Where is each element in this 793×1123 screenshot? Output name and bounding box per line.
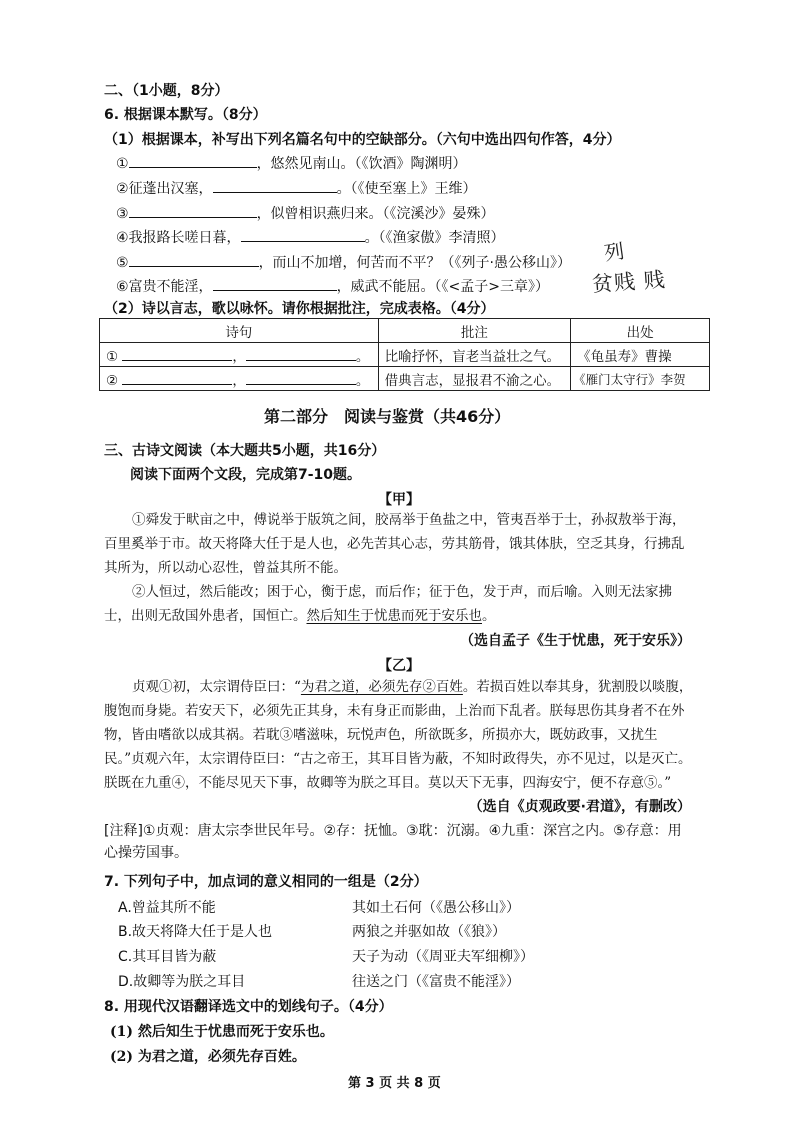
answer-blank[interactable] [129, 153, 257, 168]
answer-blank[interactable] [213, 178, 337, 193]
poem-line-cell: ② ， 。 [100, 367, 379, 391]
underlined-sentence-2: 为君之道，必须先存②百姓 [300, 679, 463, 695]
source-cell: 《龟虽寿》曹操 [571, 343, 710, 367]
q6-part2-title: （2）诗以言志，歌以咏怀。请你根据批注，完成表格。（4分） [104, 301, 495, 317]
passage-jia-p1: ①舜发于畎亩之中，傅说举于版筑之间，胶鬲举于鱼盐之中，管夷吾举于士，孙叔敖举于海，百里奚举于市。故天将降大任于是人也，必先苦其心志，劳其筋骨，饿其体肤，空乏其身，行拂乱其所为，所以动心忍性，曾益其所不能。 [104, 512, 686, 576]
page-footer: 第 3 页 共 8 页 [348, 1076, 441, 1091]
underlined-sentence-1: 然后知生于忧患而死于安乐也 [306, 608, 482, 624]
section3-instruction: 阅读下面两个文段，完成第7-10题。 [130, 467, 362, 483]
handwritten-note-2: 贫贱 贱 [591, 267, 667, 297]
note-cell: 借典言志，显报君不渝之心。 [378, 367, 571, 391]
answer-blank[interactable] [213, 276, 337, 291]
poem-line-cell: ① ， 。 [100, 343, 379, 367]
annotation-notes: [注释]①贞观：唐太宗李世民年号。②存：抚恤。③耽：沉溺。④九重：深宫之内。⑤存意：用心操劳国事。 [104, 823, 682, 861]
answer-blank[interactable] [246, 346, 356, 361]
table-row [100, 343, 710, 367]
dictation-line-4: ④我报路长嗟日暮， 。（《渔家傲》李清照） [116, 227, 505, 247]
passage-jia-source: （选自孟子《生于忧患，死于安乐》） [460, 633, 691, 649]
q6-part1-title: （1）根据课本，补写出下列名篇名句中的空缺部分。（六句中选出四句作答，4分） [104, 132, 621, 148]
note-cell: 比喻抒怀，盲老当益壮之气。 [378, 343, 571, 367]
section3-header: 三、古诗文阅读（本大题共5小题，共16分） [104, 443, 386, 459]
answer-blank[interactable] [122, 346, 232, 361]
passage-jia-label: 【甲】 [378, 492, 420, 508]
table-header-row [100, 319, 710, 343]
table-header-cell: 批注 [378, 319, 571, 343]
q7-option-a-right: 其如土石何（《愚公移山》） [352, 900, 520, 916]
dictation-line-3: ③ ，似曾相识燕归来。（《浣溪沙》晏殊） [116, 203, 495, 223]
q8-item-1: (1) 然后知生于忧患而死于安乐也。 [110, 1024, 334, 1040]
source-cell: 《雁门太守行》李贺 [571, 367, 710, 391]
table-header-cell: 诗句 [100, 319, 379, 343]
answer-blank[interactable] [129, 203, 257, 218]
q7-title: 7. 下列句子中，加点词的意义相同的一组是（2分） [104, 874, 428, 890]
q7-option-c-right: 天子为动（《周亚夫军细柳》） [352, 949, 534, 965]
dictation-line-2: ②征蓬出汉塞， 。（《使至塞上》王维） [116, 178, 477, 198]
answer-blank[interactable] [122, 370, 232, 385]
q6-title: 6. 根据课本默写。（8分） [104, 107, 267, 123]
dictation-line-5: ⑤ ，而山不加增，何苦而不平？（《列子·愚公移山》） [116, 252, 571, 272]
dictation-line-6: ⑥富贵不能淫， ，威武不能屈。（《<孟子>三章》） [116, 276, 549, 296]
q7-option-c-left[interactable]: C.其耳目皆为蔽 [118, 949, 217, 965]
passage-yi-source: （选自《贞观政要·君道》，有删改） [468, 799, 691, 815]
part2-header: 第二部分 阅读与鉴赏（共46分） [264, 407, 511, 426]
section2-header: 二、（1小题，8分） [104, 83, 229, 99]
table-header-cell: 出处 [571, 319, 710, 343]
answer-blank[interactable] [129, 252, 259, 267]
q7-option-d-left[interactable]: D.故卿等为朕之耳目 [118, 974, 246, 990]
handwritten-note-1: 列 [602, 238, 626, 266]
answer-blank[interactable] [246, 370, 356, 385]
q8-title: 8. 用现代汉语翻译选文中的划线句子。（4分） [104, 999, 393, 1015]
passage-yi: 贞观①初，太宗谓侍臣曰：“为君之道，必须先存②百姓。若损百姓以奉其身，犹割股以啖腹，腹饱而身毙。若安天下，必须先正其身，未有身正而影曲，上治而下乱者。朕每思伤其身者不在外物，皆由嗜欲以成其祸。若耽③嗜滋味，玩悦声色，所欲既多，所损亦大，既妨政事，又扰生民。”贞观六年，太宗谓侍臣曰：“古之帝王，其耳目皆为蔽，不知时政得失，亦不见过，以是灭亡。朕既在九重④，不能尽见天下事，故卿等为朕之耳目。莫以天下无事，四海安宁，便不存意⑤。” [104, 679, 693, 791]
dictation-line-1: ① ，悠然见南山。（《饮酒》陶渊明） [116, 153, 467, 173]
q7-option-a-left[interactable]: A.曾益其所不能 [118, 900, 216, 916]
passage-yi-label: 【乙】 [378, 658, 420, 674]
q7-option-b-left[interactable]: B.故天将降大任于是人也 [118, 924, 273, 940]
q8-item-2: (2) 为君之道，必须先存百姓。 [110, 1049, 306, 1065]
poem-table [99, 318, 710, 391]
table-row [100, 367, 710, 391]
q7-option-b-right: 两狼之并驱如故（《狼》） [352, 924, 506, 940]
answer-blank[interactable] [241, 227, 365, 242]
q7-option-d-right: 往送之门（《富贵不能淫》） [352, 974, 520, 990]
passage-jia-p2: ②人恒过，然后能改；困于心，衡于虑，而后作；征于色，发于声，而后喻。入则无法家拂士，出则无敌国外患者，国恒亡。然后知生于忧患而死于安乐也。 [104, 584, 672, 624]
